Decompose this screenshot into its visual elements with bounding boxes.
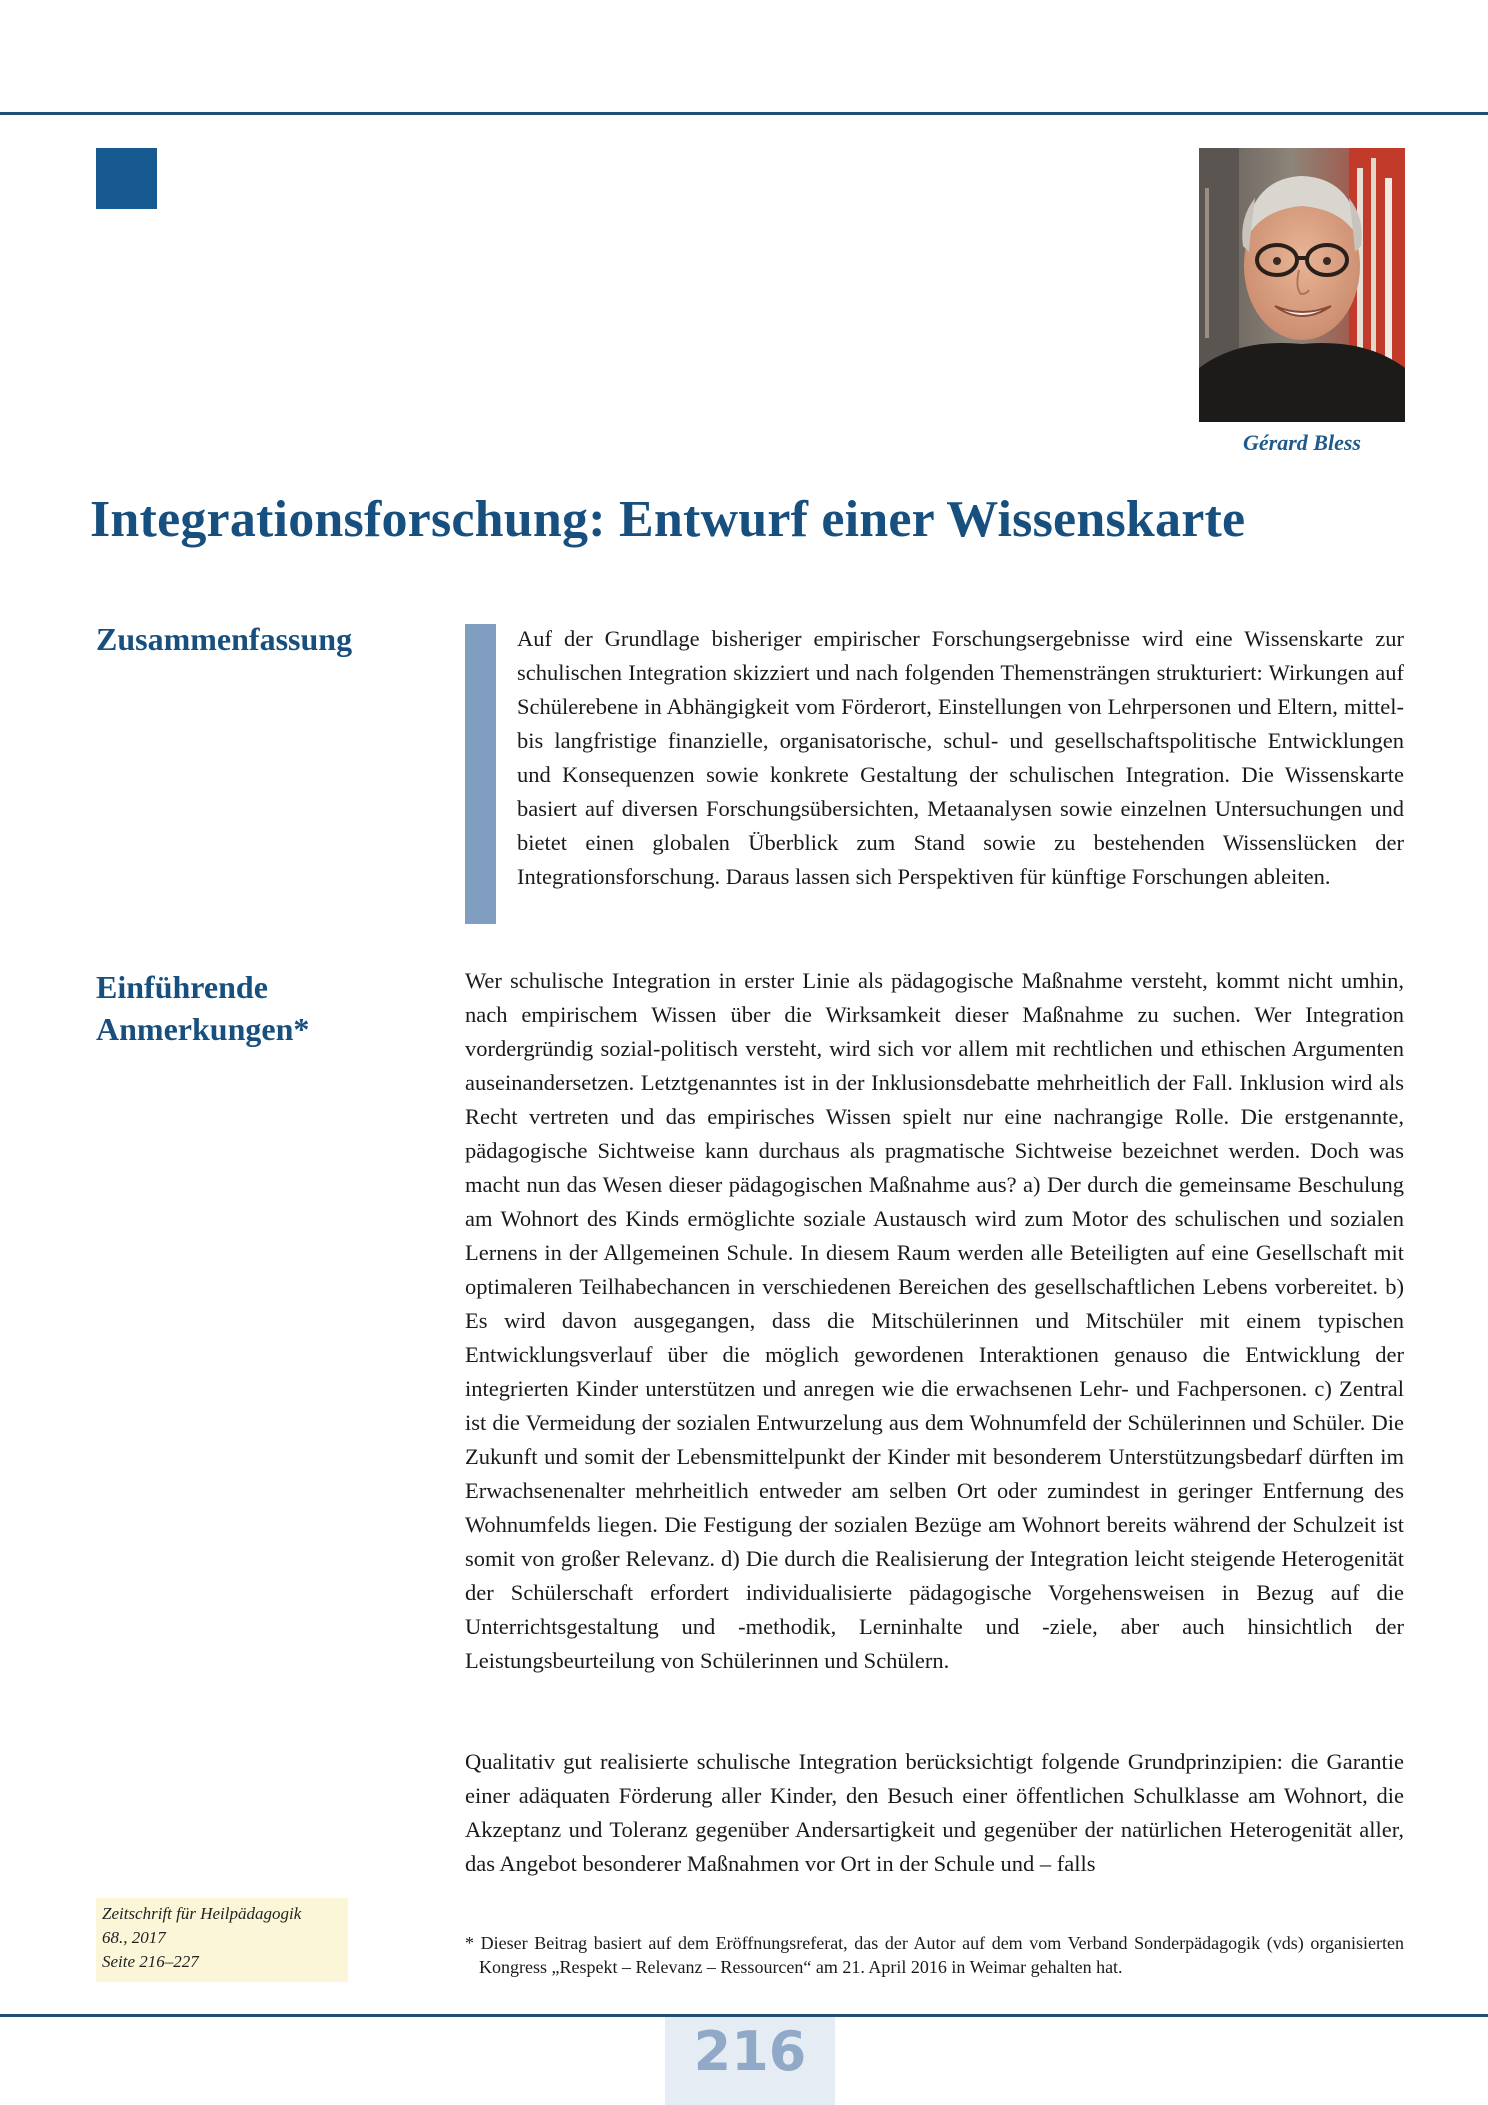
corner-square-decoration	[96, 148, 157, 209]
journal-pages: Seite 216–227	[102, 1952, 199, 1971]
journal-volume: 68., 2017	[102, 1928, 166, 1947]
top-rule	[0, 112, 1488, 115]
journal-citation-box	[96, 1898, 348, 1982]
summary-accent-bar	[465, 624, 496, 924]
article-title: Integrationsforschung: Entwurf einer Wissenskarte	[90, 491, 1246, 548]
body-paragraph-2: Qualitativ gut realisierte schulische Integration berücksichtigt folgende Grundprinzipien: die Garantie einer adäquaten Förderung aller Kinder, den Besuch einer öffentlichen Schulklasse am Wohnort, die Akzeptanz und Toleranz gegenüber Andersartigkeit und gegenüber der natürlichen Heterogenität aller, das Angebot besonderer Maßnahmen vor Ort in der Schule und – falls	[465, 1749, 1404, 1876]
intro-heading-line-2: Anmerkungen*	[96, 1011, 310, 1047]
page-number-box	[665, 2017, 835, 2105]
page-number: 216	[693, 2020, 807, 2083]
summary-heading: Zusammenfassung	[96, 621, 353, 657]
intro-heading-line-1: Einführende	[96, 969, 268, 1005]
body-paragraph-1: Wer schulische Integration in erster Linie als pädagogische Maßnahme versteht, kommt nicht umhin, nach empirischem Wissen über die Wirksamkeit dieser Maßnahme zu suchen. Wer Integration vordergründig sozial-politisch versteht, wird sich vor allem mit rechtlichen und ethischen Argumenten auseinandersetzen. Letztgenanntes ist in der Inklusionsdebatte mehrheitlich der Fall. Inklusion wird als Recht vertreten und das empirisches Wissen spielt nur eine nachrangige Rolle. Die erstgenannte, pädagogische Sichtweise kann durchaus als pragmatische Sichtweise bezeichnet werden. Doch was macht nun das Wesen dieser pädagogischen Maßnahme aus? a) Der durch die gemeinsame Beschulung am Wohnort des Kinds ermöglichte soziale Austausch wird zum Motor des schulischen und sozialen Lernens in der Allgemeinen Schule. In diesem Raum werden alle Beteiligten auf eine Gesellschaft mit optimaleren Teilhabechancen in verschiedenen Bereichen des gesellschaftlichen Lebens vorbereitet. b) Es wird davon ausgegangen, dass die Mitschülerinnen und Mitschüler mit einem typischen Entwicklungsverlauf über die möglich gewordenen Interaktionen genauso die Entwicklung der integrierten Kinder unterstützen und anregen wie die erwachsenen Lehr- und Fachpersonen. c) Zentral ist die Vermeidung der sozialen Entwurzelung aus dem Wohnumfeld der Schülerinnen und Schüler. Die Zukunft und somit der Lebensmittelpunkt der Kinder mit besonderem Unterstützungsbedarf dürften im Erwachsenenalter mehrheitlich entweder am selben Ort oder zumindest in geringer Entfernung des Wohnumfelds liegen. Die Festigung der sozialen Bezüge am Wohnort bereits während der Schulzeit ist somit von großer Relevanz. d) Die durch die Realisierung der Integration leicht steigende Heterogenität der Schülerschaft erfordert individualisierte pädagogische Vorgehensweisen in Bezug auf die Unterrichtsgestaltung und -methodik, Lerninhalte und -ziele, aber auch hinsichtlich der Leistungsbeurteilung von Schülerinnen und Schülern.	[465, 968, 1404, 1673]
author-name: Gérard Bless	[1243, 430, 1361, 455]
author-photo	[1199, 148, 1405, 422]
footnote: * Dieser Beitrag basiert auf dem Eröffnungsreferat, das der Autor auf dem vom Verband Sonderpädagogik (vds) organisierten Kongress „Respekt – Relevanz – Ressourcen“ am 21. April 2016 in Weimar gehalten hat.	[465, 1933, 1404, 1977]
journal-name: Zeitschrift für Heilpädagogik	[102, 1904, 302, 1923]
summary-text: Auf der Grundlage bisheriger empirischer Forschungsergebnisse wird eine Wissenskarte zur schulischen Integration skizziert und nach folgenden Themensträngen strukturiert: Wirkungen auf Schülerebene in Abhängigkeit vom Förderort, Einstellungen von Lehrpersonen und Eltern, mittel- bis langfristige finanzielle, organisatorische, schul- und gesellschaftspolitische Entwicklungen und Konsequenzen sowie konkrete Gestaltung der schulischen Integration. Die Wissenskarte basiert auf diversen Forschungsübersichten, Metaanalysen sowie einzelnen Untersuchungen und bietet einen globalen Überblick zum Stand sowie zu bestehenden Wissenslücken der Integrationsforschung. Daraus lassen sich Perspektiven für künftige Forschungen ableiten.	[517, 626, 1404, 889]
intro-heading	[96, 966, 396, 1050]
